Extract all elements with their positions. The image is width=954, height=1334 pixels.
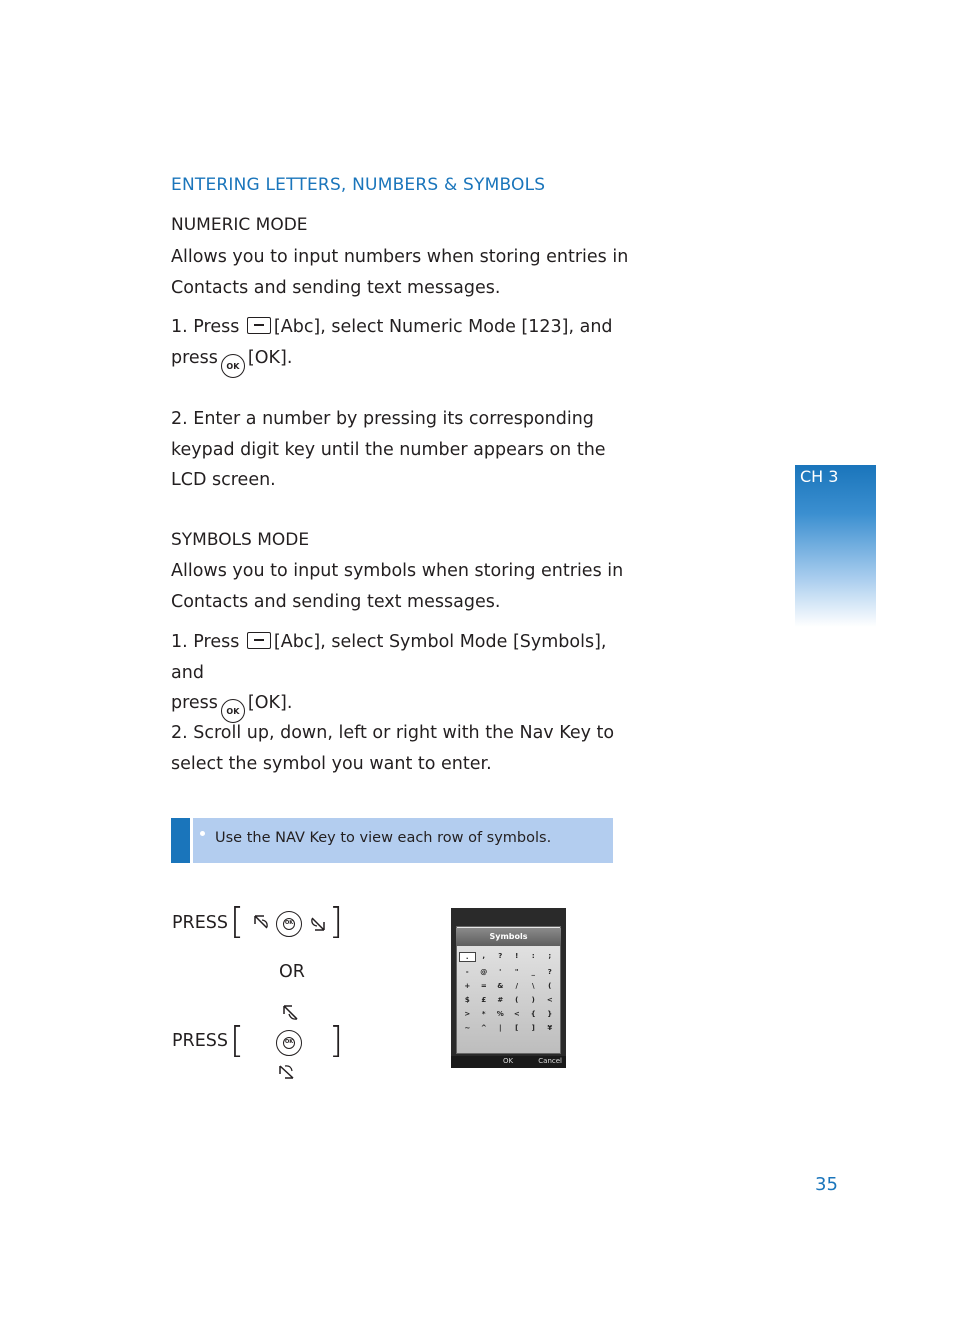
phone-softkey-bar <box>451 1056 566 1068</box>
nav-down-icon <box>277 1062 297 1084</box>
symbol-cell[interactable]: . <box>459 952 476 962</box>
numeric-mode-heading: NUMERIC MODE <box>171 215 308 235</box>
symbols-step2-line-1: 2. Scroll up, down, left or right with the Nav Key to <box>171 723 615 743</box>
nav-key-icon: OK <box>276 1030 302 1056</box>
symbol-cell[interactable]: ! <box>515 952 519 960</box>
press-label-1: PRESS <box>172 913 228 933</box>
symbol-cell[interactable]: ) <box>531 996 535 1004</box>
symbol-cell[interactable]: @ <box>480 968 488 976</box>
phone-symbols-screenshot <box>451 908 566 1068</box>
symbol-cell[interactable]: \ <box>531 982 535 990</box>
ok-key-icon: OK <box>221 354 245 378</box>
soft-key-icon <box>247 632 271 649</box>
symbols-step1-ok: [OK]. <box>247 693 293 713</box>
symbol-cell[interactable]: | <box>498 1024 502 1032</box>
symbol-cell[interactable]: $ <box>464 996 470 1004</box>
symbol-cell[interactable]: ? <box>547 968 552 976</box>
symbol-cell[interactable]: ? <box>498 952 503 960</box>
symbol-cell[interactable]: _ <box>531 968 535 976</box>
bracket-right-icon: ] <box>329 901 344 942</box>
symbol-cell[interactable]: ] <box>531 1024 535 1032</box>
symbol-cell[interactable]: / <box>515 982 519 990</box>
phone-screen-title: Symbols <box>456 928 561 946</box>
symbols-intro-line-1: Allows you to input symbols when storing entries in <box>171 561 624 581</box>
symbol-cell[interactable]: ( <box>548 982 552 990</box>
symbol-cell[interactable]: ' <box>499 968 502 976</box>
bracket-left-icon: [ <box>230 901 245 942</box>
numeric-step2-line-2: keypad digit key until the number appears on the <box>171 439 606 460</box>
symbols-mode-intro <box>171 556 641 617</box>
or-label: OR <box>279 962 305 982</box>
symbol-cell[interactable]: ; <box>548 952 552 960</box>
numeric-step1-press-2: press <box>171 347 218 368</box>
numeric-step2-line-3: LCD screen. <box>171 470 276 490</box>
numeric-intro-line-2: Contacts and sending text messages. <box>171 277 501 298</box>
numeric-mode-intro <box>171 242 641 303</box>
phone-left-softkey: OK <box>503 1057 514 1065</box>
symbols-step1-press: 1. Press <box>171 632 240 652</box>
symbol-cell[interactable]: £ <box>481 996 487 1004</box>
symbol-cell[interactable]: ¥ <box>547 1024 553 1032</box>
symbols-step1-text: [Abc], select Symbol Mode [Symbols], and <box>171 632 607 683</box>
symbol-cell[interactable]: * <box>481 1010 486 1018</box>
symbol-cell[interactable]: < <box>513 1010 520 1018</box>
symbols-mode-heading: SYMBOLS MODE <box>171 530 310 550</box>
nav-left-icon <box>252 912 272 936</box>
symbol-cell[interactable]: ^ <box>480 1024 487 1032</box>
symbol-cell[interactable]: = <box>480 982 487 990</box>
bracket-right-icon: ] <box>329 1020 344 1061</box>
symbol-cell[interactable]: " <box>514 968 519 976</box>
numeric-step1-press: 1. Press <box>171 317 240 337</box>
symbol-cell[interactable]: - <box>465 968 469 976</box>
section-title: ENTERING LETTERS, NUMBERS & SYMBOLS <box>171 175 546 195</box>
symbol-cell[interactable]: , <box>482 952 486 960</box>
symbols-intro-line-2: Contacts and sending text messages. <box>171 591 501 612</box>
numeric-step1-text: [Abc], select Numeric Mode [123], and <box>273 317 613 337</box>
numeric-step-2 <box>171 404 641 496</box>
page-number: 35 <box>815 1174 838 1195</box>
tip-text: Use the NAV Key to view each row of symbols. <box>215 830 552 846</box>
symbol-cell[interactable]: > <box>464 1010 471 1018</box>
chapter-tab-label: CH 3 <box>800 467 839 486</box>
numeric-step1-ok: [OK]. <box>247 347 293 368</box>
nav-up-icon <box>281 1004 301 1026</box>
bracket-left-icon: [ <box>230 1020 245 1061</box>
symbol-cell[interactable]: + <box>464 982 471 990</box>
tip-box <box>193 818 613 863</box>
symbol-cell[interactable]: { <box>530 1010 536 1018</box>
nav-right-icon <box>307 914 327 938</box>
symbol-cell[interactable]: & <box>497 982 504 990</box>
nav-key-icon: OK <box>276 911 302 937</box>
symbol-cell[interactable]: # <box>497 996 504 1004</box>
numeric-step2-line-1: 2. Enter a number by pressing its corresponding <box>171 409 594 429</box>
tip-accent-bar <box>171 818 190 863</box>
symbols-step-2 <box>171 718 641 779</box>
symbol-cell[interactable]: ( <box>515 996 519 1004</box>
press-label-2: PRESS <box>172 1031 228 1051</box>
symbol-cell[interactable]: } <box>547 1010 553 1018</box>
phone-right-softkey: Cancel <box>538 1057 562 1065</box>
symbols-step-1 <box>171 627 641 723</box>
symbol-cell[interactable]: [ <box>515 1024 519 1032</box>
soft-key-icon <box>247 317 271 334</box>
symbols-step1-press-2: press <box>171 693 218 713</box>
symbol-grid <box>459 952 558 1032</box>
numeric-intro-line-1: Allows you to input numbers when storing entries in <box>171 247 629 267</box>
symbols-step2-line-2: select the symbol you want to enter. <box>171 753 492 774</box>
chapter-tab <box>795 465 876 627</box>
tip-bullet-icon <box>200 831 205 836</box>
numeric-step-1 <box>171 312 641 378</box>
symbol-cell[interactable]: ~ <box>464 1024 471 1032</box>
symbol-cell[interactable]: : <box>531 952 535 960</box>
ok-key-icon: OK <box>221 699 245 723</box>
symbol-cell[interactable]: % <box>496 1010 504 1018</box>
symbol-cell[interactable]: < <box>546 996 553 1004</box>
